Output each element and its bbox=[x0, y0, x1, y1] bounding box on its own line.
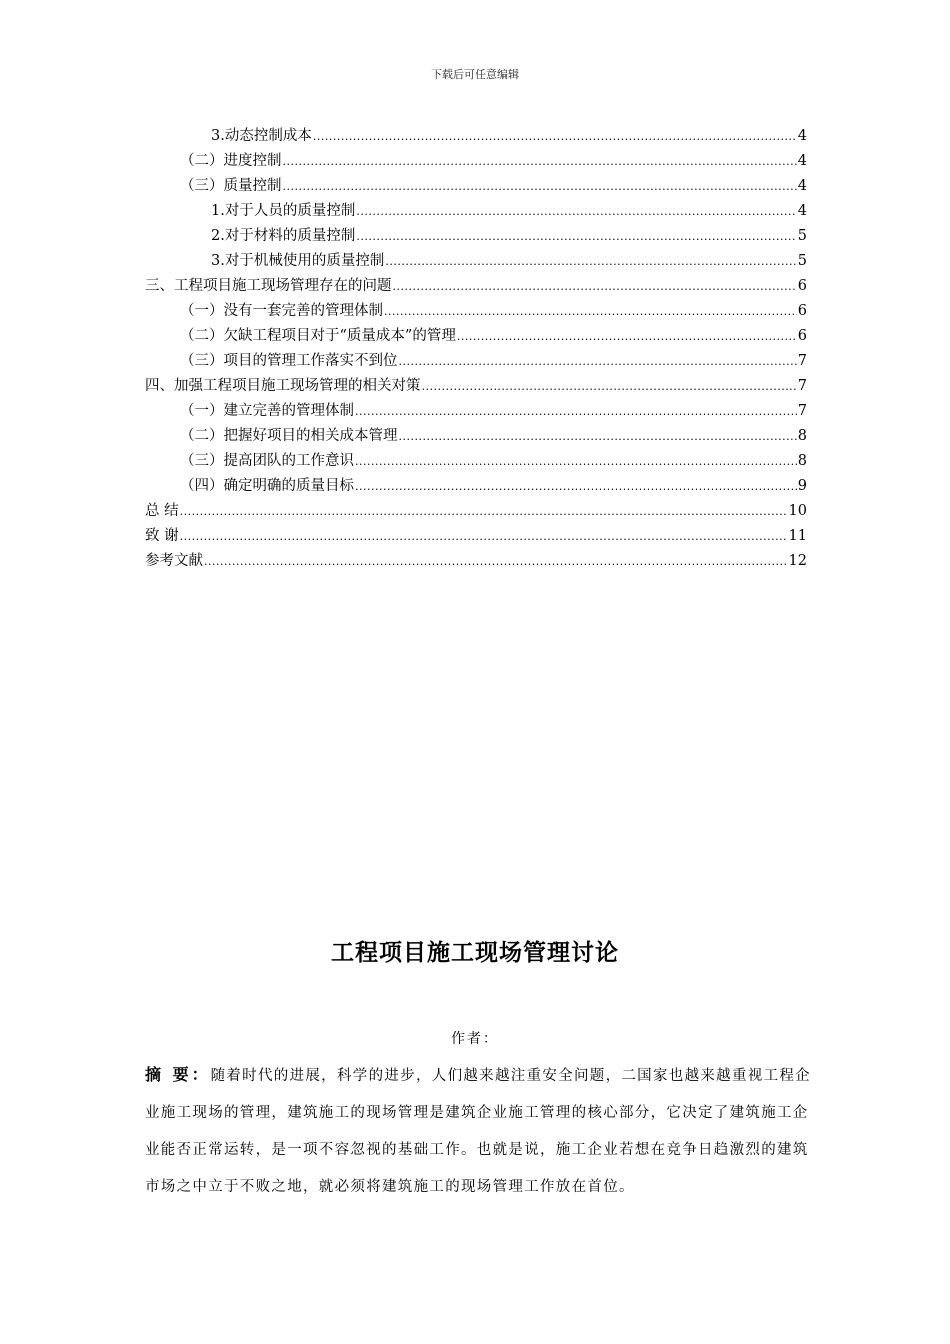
abstract-label: 摘 要： bbox=[145, 1065, 211, 1084]
toc-entry bbox=[145, 274, 807, 299]
toc-leader-dots bbox=[356, 199, 796, 224]
toc-entry-title: 致 谢 bbox=[145, 528, 179, 544]
toc-entry bbox=[145, 524, 807, 549]
toc-leader-dots bbox=[422, 374, 797, 399]
toc-entry-title: （二）进度控制 bbox=[180, 153, 282, 169]
toc-entry-title: 四、加强工程项目施工现场管理的相关对策 bbox=[145, 378, 421, 394]
toc-page-number: 6 bbox=[797, 303, 807, 319]
toc-leader-dots bbox=[355, 399, 797, 424]
toc-entry-title: （三）质量控制 bbox=[180, 178, 282, 194]
toc-entry bbox=[145, 124, 807, 149]
toc-page-number: 4 bbox=[797, 153, 807, 169]
toc-entry bbox=[145, 399, 807, 424]
abstract bbox=[145, 1056, 817, 1206]
toc-entry bbox=[145, 374, 807, 399]
toc-leader-dots bbox=[204, 549, 788, 574]
toc-entry bbox=[145, 324, 807, 349]
toc-entry bbox=[145, 424, 807, 449]
toc-entry-title: （二）欠缺工程项目对于“质量成本”的管理 bbox=[180, 328, 456, 344]
toc-leader-dots bbox=[393, 274, 797, 299]
toc-entry-title: 1.对于人员的质量控制 bbox=[211, 203, 356, 219]
toc-entry-title: 参考文献 bbox=[145, 553, 203, 569]
toc-page-number: 6 bbox=[797, 328, 807, 344]
toc-entry-title: （三）提高团队的工作意识 bbox=[180, 453, 354, 469]
toc-entry-title: 总 结 bbox=[145, 503, 179, 519]
toc-entry bbox=[145, 349, 807, 374]
toc-leader-dots bbox=[355, 449, 797, 474]
toc-entry-title: （三）项目的管理工作落实不到位 bbox=[180, 353, 398, 369]
toc-entry bbox=[145, 199, 807, 224]
toc-entry bbox=[145, 174, 807, 199]
toc-leader-dots bbox=[457, 324, 797, 349]
toc-leader-dots bbox=[355, 474, 797, 499]
toc-leader-dots bbox=[399, 424, 797, 449]
toc-leader-dots bbox=[356, 224, 796, 249]
toc-entry-title: 3.动态控制成本 bbox=[211, 128, 312, 144]
toc-page-number: 11 bbox=[788, 528, 807, 544]
toc-entry bbox=[145, 149, 807, 174]
toc-leader-dots bbox=[283, 174, 797, 199]
toc-entry-title: 3.对于机械使用的质量控制 bbox=[211, 253, 385, 269]
document-title: 工程项目施工现场管理讨论 bbox=[331, 939, 619, 966]
toc-page-number: 4 bbox=[797, 128, 807, 144]
toc-page-number: 8 bbox=[797, 453, 807, 469]
toc-entry bbox=[145, 499, 807, 524]
toc-entry-title: 2.对于材料的质量控制 bbox=[211, 228, 356, 244]
toc-entry bbox=[145, 249, 807, 274]
toc-leader-dots bbox=[283, 149, 797, 174]
toc-page-number: 4 bbox=[797, 178, 807, 194]
toc-leader-dots bbox=[180, 499, 788, 524]
toc-entry-title: （二）把握好项目的相关成本管理 bbox=[180, 428, 398, 444]
toc-leader-dots bbox=[180, 524, 788, 549]
toc-entry bbox=[145, 224, 807, 249]
toc-page-number: 12 bbox=[788, 553, 807, 569]
table-of-contents bbox=[145, 124, 807, 574]
toc-leader-dots bbox=[399, 349, 797, 374]
toc-page-number: 9 bbox=[797, 478, 807, 494]
toc-page-number: 8 bbox=[797, 428, 807, 444]
author-line: 作者： bbox=[451, 1031, 499, 1047]
toc-page-number: 5 bbox=[797, 228, 807, 244]
toc-leader-dots bbox=[313, 124, 797, 149]
toc-entry-title: （四）确定明确的质量目标 bbox=[180, 478, 354, 494]
abstract-text: 随着时代的进展，科学的进步，人们越来越注重安全问题，二国家也越来越重视工程企业施工现场的管理，建筑施工的现场管理是建筑企业施工管理的核心部分，它决定了建筑施工企业能否正常运转，是一项不容忽视的基础工作。也就是说，施工企业若想在竞争日趋激烈的建筑市场之中立于不败之地，就必须将建筑施工的现场管理工作放在首位。 bbox=[145, 1068, 811, 1195]
toc-entry-title: 三、工程项目施工现场管理存在的问题 bbox=[145, 278, 392, 294]
toc-page-number: 5 bbox=[797, 253, 807, 269]
toc-leader-dots bbox=[385, 249, 796, 274]
toc-leader-dots bbox=[384, 299, 797, 324]
toc-entry bbox=[145, 549, 807, 574]
toc-page-number: 7 bbox=[797, 353, 807, 369]
toc-page-number: 6 bbox=[797, 278, 807, 294]
toc-entry-title: （一）建立完善的管理体制 bbox=[180, 403, 354, 419]
toc-page-number: 7 bbox=[797, 403, 807, 419]
toc-entry bbox=[145, 474, 807, 499]
toc-entry-title: （一）没有一套完善的管理体制 bbox=[180, 303, 383, 319]
toc-entry bbox=[145, 449, 807, 474]
toc-page-number: 4 bbox=[797, 203, 807, 219]
toc-page-number: 7 bbox=[797, 378, 807, 394]
toc-page-number: 10 bbox=[788, 503, 807, 519]
page-header: 下载后可任意编辑 bbox=[431, 68, 519, 81]
toc-entry bbox=[145, 299, 807, 324]
